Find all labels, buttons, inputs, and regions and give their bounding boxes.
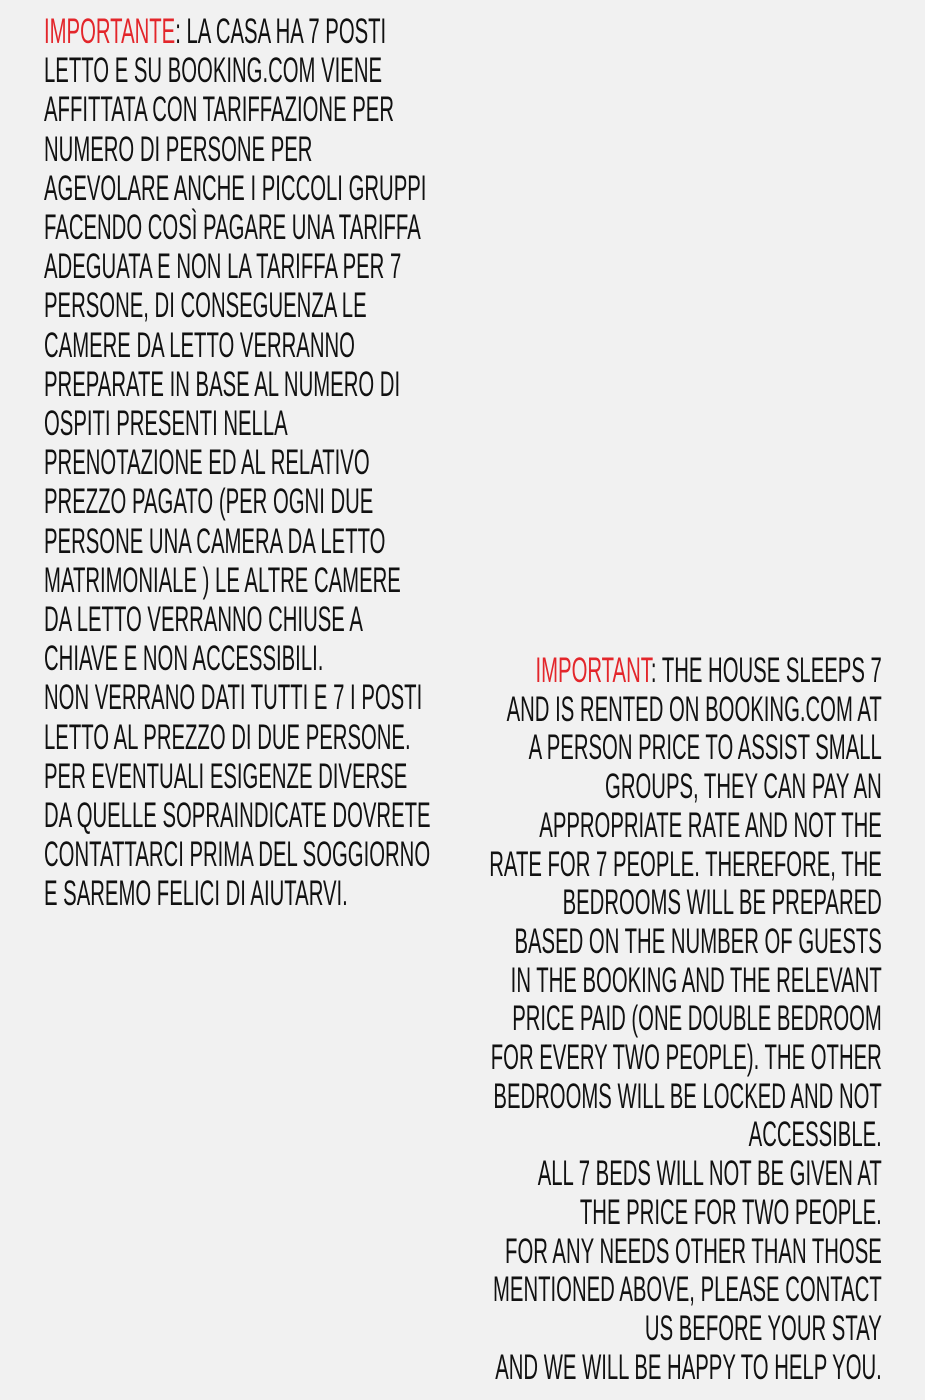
notice-text: LETTO AL PREZZO DI DUE PERSONE.	[44, 717, 411, 757]
english-notice	[489, 652, 882, 1387]
notice-text: GROUPS, THEY CAN PAY AN	[605, 767, 882, 807]
notice-text: AFFITTATA CON TARIFFAZIONE PER	[44, 90, 395, 130]
notice-line	[44, 678, 431, 717]
notice-line	[489, 1271, 882, 1310]
notice-text: DA LETTO VERRANNO CHIUSE A	[44, 600, 363, 640]
notice-line	[489, 1194, 882, 1233]
notice-line	[44, 326, 431, 365]
notice-text: BEDROOMS WILL BE PREPARED	[562, 883, 882, 923]
italian-notice	[44, 12, 431, 914]
notice-line	[489, 962, 882, 1001]
notice-line	[489, 807, 882, 846]
important-label: IMPORTANTE	[44, 12, 176, 51]
notice-text: AGEVOLARE ANCHE I PICCOLI GRUPPI	[44, 168, 427, 208]
notice-line	[489, 652, 882, 691]
notice-line	[44, 365, 431, 404]
notice-line	[44, 757, 431, 796]
notice-text: APPROPRIATE RATE AND NOT THE	[539, 805, 882, 845]
notice-text: BEDROOMS WILL BE LOCKED AND NOT	[493, 1076, 882, 1116]
notice-line	[44, 169, 431, 208]
notice-text: AND WE WILL BE HAPPY TO HELP YOU.	[495, 1347, 882, 1387]
important-label: IMPORTANT	[535, 651, 652, 690]
notice-line	[44, 835, 431, 874]
notice-line	[44, 208, 431, 247]
notice-line	[44, 522, 431, 561]
notice-text: E SAREMO FELICI DI AIUTARVI.	[44, 874, 348, 914]
notice-line	[44, 12, 431, 51]
notice-text: MENTIONED ABOVE, PLEASE CONTACT	[493, 1270, 882, 1310]
notice-line	[44, 247, 431, 286]
notice-line	[489, 1349, 882, 1388]
notice-line	[489, 768, 882, 807]
notice-line	[44, 443, 431, 482]
notice-text: ALL 7 BEDS WILL NOT BE GIVEN AT	[537, 1154, 882, 1194]
notice-text: FOR EVERY TWO PEOPLE). THE OTHER	[490, 1038, 882, 1078]
notice-text: PRENOTAZIONE ED AL RELATIVO	[44, 443, 370, 483]
notice-line	[489, 1155, 882, 1194]
notice-line	[489, 1233, 882, 1272]
notice-text: MATRIMONIALE ) LE ALTRE CAMERE	[44, 560, 401, 600]
notice-line	[489, 1039, 882, 1078]
notice-text: ADEGUATA E NON LA TARIFFA PER 7	[44, 247, 402, 287]
notice-text: PERSONE UNA CAMERA DA LETTO	[44, 521, 386, 561]
notice-text: PREPARATE IN BASE AL NUMERO DI	[44, 364, 401, 404]
notice-text: FACENDO COSÌ PAGARE UNA TARIFFA	[44, 208, 421, 248]
notice-text: THE PRICE FOR TWO PEOPLE.	[580, 1192, 882, 1232]
notice-line	[489, 1078, 882, 1117]
notice-line	[44, 561, 431, 600]
notice-line	[44, 130, 431, 169]
notice-text: US BEFORE YOUR STAY	[645, 1308, 882, 1348]
notice-text: IN THE BOOKING AND THE RELEVANT	[510, 960, 882, 1000]
notice-line	[44, 404, 431, 443]
notice-text: FOR ANY NEEDS OTHER THAN THOSE	[505, 1231, 882, 1271]
notice-text: PERSONE, DI CONSEGUENZA LE	[44, 286, 367, 326]
notice-text: PREZZO PAGATO (PER OGNI DUE	[44, 482, 374, 522]
notice-text: OSPITI PRESENTI NELLA	[44, 404, 288, 444]
notice-text: A PERSON PRICE TO ASSIST SMALL	[528, 728, 882, 768]
notice-line	[489, 846, 882, 885]
notice-text: : THE HOUSE SLEEPS 7	[651, 651, 882, 690]
notice-line	[44, 600, 431, 639]
notice-line	[489, 729, 882, 768]
notice-line	[44, 639, 431, 678]
notice-line	[489, 884, 882, 923]
notice-line	[489, 1000, 882, 1039]
notice-text: : LA CASA HA 7 POSTI	[175, 12, 387, 51]
notice-line	[44, 90, 431, 129]
notice-line	[44, 796, 431, 835]
notice-text: AND IS RENTED ON BOOKING.COM AT	[506, 689, 882, 729]
notice-line	[489, 1116, 882, 1155]
notice-line	[489, 691, 882, 730]
notice-line	[44, 874, 431, 913]
notice-line	[44, 286, 431, 325]
notice-line	[44, 718, 431, 757]
notice-line	[44, 51, 431, 90]
notice-text: NON VERRANO DATI TUTTI E 7 I POSTI	[44, 678, 423, 718]
notice-text: RATE FOR 7 PEOPLE. THEREFORE, THE	[489, 844, 882, 884]
notice-line	[489, 923, 882, 962]
notice-text: BASED ON THE NUMBER OF GUESTS	[514, 921, 882, 961]
notice-text: PRICE PAID (ONE DOUBLE BEDROOM	[512, 999, 882, 1039]
notice-text: PER EVENTUALI ESIGENZE DIVERSE	[44, 756, 408, 796]
notice-line	[489, 1310, 882, 1349]
notice-text: ACCESSIBLE.	[748, 1115, 882, 1155]
notice-text: CAMERE DA LETTO VERRANNO	[44, 325, 355, 365]
notice-text: NUMERO DI PERSONE PER	[44, 129, 313, 169]
notice-text: LETTO E SU BOOKING.COM VIENE	[44, 51, 383, 91]
notice-text: DA QUELLE SOPRAINDICATE DOVRETE	[44, 796, 431, 836]
notice-line	[44, 482, 431, 521]
notice-text: CONTATTARCI PRIMA DEL SOGGIORNO	[44, 835, 431, 875]
notice-text: CHIAVE E NON ACCESSIBILI.	[44, 639, 324, 679]
